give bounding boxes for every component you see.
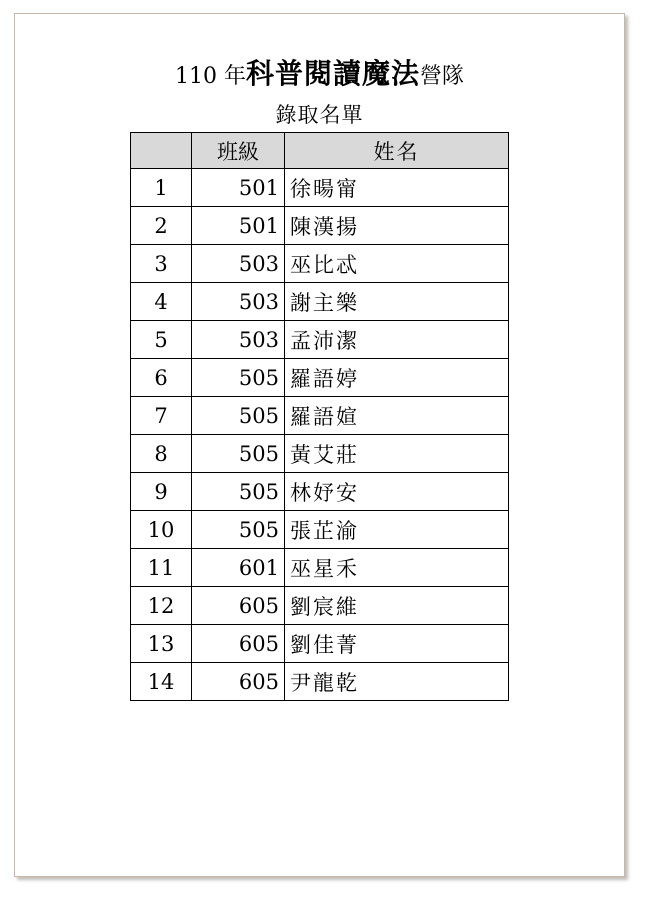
row-name: 孟沛潔: [285, 321, 509, 359]
table-row: [131, 435, 509, 473]
row-number: 7: [131, 397, 192, 435]
table-body: [131, 169, 509, 701]
table-row: [131, 207, 509, 245]
row-number: 12: [131, 587, 192, 625]
row-class: 601: [192, 549, 285, 587]
row-number: 2: [131, 207, 192, 245]
row-name: 羅語婷: [285, 359, 509, 397]
row-class: 505: [192, 435, 285, 473]
row-number: 11: [131, 549, 192, 587]
table-row: [131, 359, 509, 397]
row-class: 503: [192, 283, 285, 321]
row-number: 14: [131, 663, 192, 701]
row-name: 巫星禾: [285, 549, 509, 587]
admission-list-table: [130, 132, 509, 701]
row-number: 6: [131, 359, 192, 397]
row-number: 8: [131, 435, 192, 473]
row-number: 5: [131, 321, 192, 359]
row-name: 徐暘甯: [285, 169, 509, 207]
row-number: 1: [131, 169, 192, 207]
row-class: 605: [192, 663, 285, 701]
table-row: [131, 321, 509, 359]
row-class: 605: [192, 587, 285, 625]
row-number: 4: [131, 283, 192, 321]
row-name: 張芷渝: [285, 511, 509, 549]
row-class: 501: [192, 207, 285, 245]
row-name: 林妤安: [285, 473, 509, 511]
title-suffix: 營隊: [420, 64, 465, 89]
row-class: 505: [192, 397, 285, 435]
row-name: 巫比忒: [285, 245, 509, 283]
row-number: 10: [131, 511, 192, 549]
table-row: [131, 473, 509, 511]
header-number: [131, 133, 192, 169]
row-class: 505: [192, 473, 285, 511]
row-number: 13: [131, 625, 192, 663]
header-name: 姓名: [285, 133, 509, 169]
table-row: [131, 663, 509, 701]
table-row: [131, 169, 509, 207]
table-row: [131, 625, 509, 663]
row-class: 503: [192, 245, 285, 283]
row-class: 605: [192, 625, 285, 663]
row-class: 503: [192, 321, 285, 359]
header-class: 班級: [192, 133, 285, 169]
title-year: 110 年: [174, 64, 246, 89]
table-row: [131, 397, 509, 435]
title-main: 科普閱讀魔法: [245, 57, 420, 90]
row-number: 3: [131, 245, 192, 283]
document-title: [15, 52, 624, 92]
row-class: 505: [192, 359, 285, 397]
row-name: 謝主樂: [285, 283, 509, 321]
table-row: [131, 549, 509, 587]
table-row: [131, 587, 509, 625]
row-name: 黃艾莊: [285, 435, 509, 473]
document-subtitle: 錄取名單: [275, 103, 364, 127]
row-name: 劉佳菁: [285, 625, 509, 663]
row-name: 羅語媗: [285, 397, 509, 435]
table-row: [131, 283, 509, 321]
table-header-row: [131, 133, 509, 169]
row-class: 505: [192, 511, 285, 549]
row-name: 陳漢揚: [285, 207, 509, 245]
row-name: 尹龍乾: [285, 663, 509, 701]
table-row: [131, 511, 509, 549]
table-row: [131, 245, 509, 283]
row-number: 9: [131, 473, 192, 511]
document-page: [14, 13, 625, 877]
row-name: 劉宸維: [285, 587, 509, 625]
row-class: 501: [192, 169, 285, 207]
